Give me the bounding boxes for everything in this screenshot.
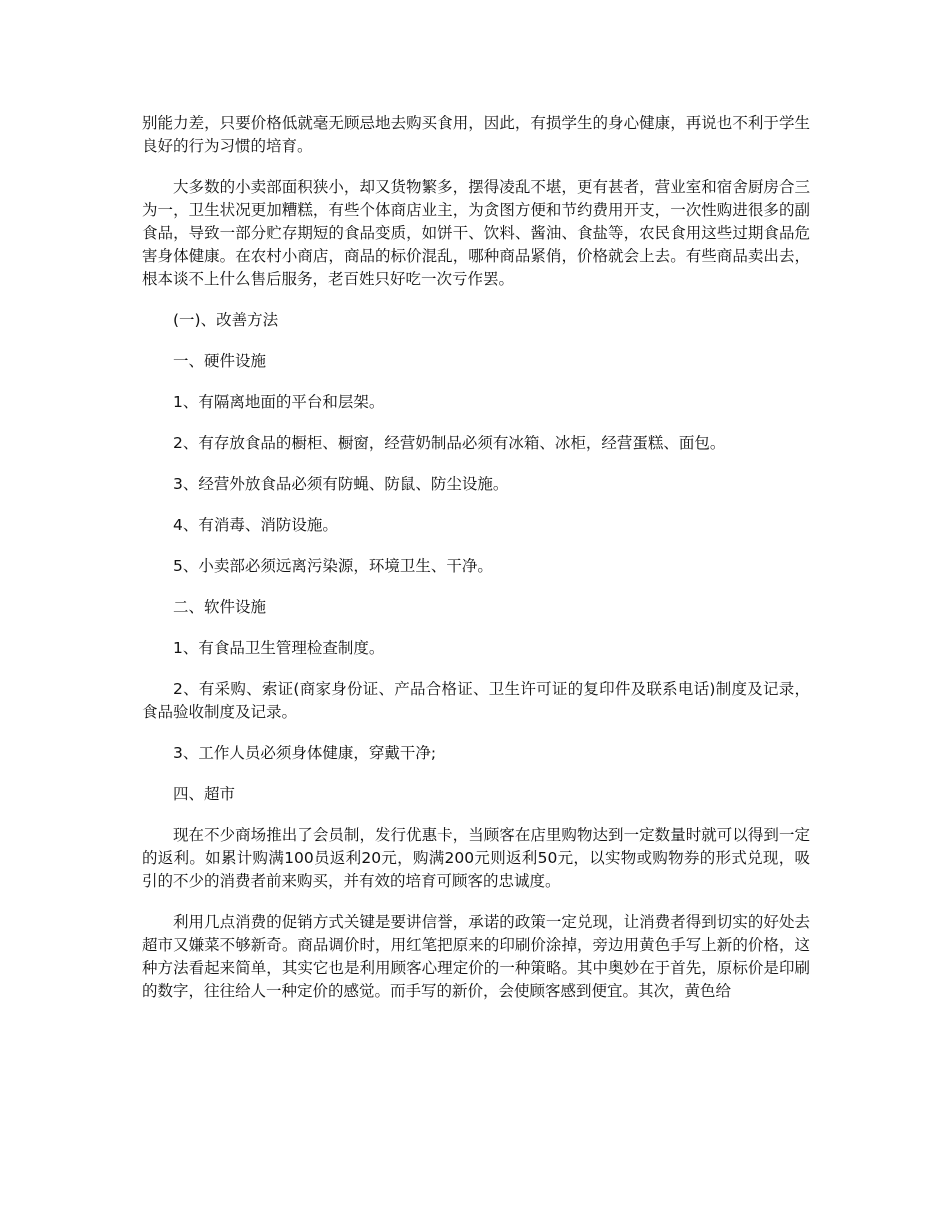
- list-item-hardware-3: 3、经营外放食品必须有防蝇、防鼠、防尘设施。: [173, 475, 509, 493]
- list-item-hardware-1: 1、有隔离地面的平台和层架。: [173, 393, 385, 411]
- subheading-supermarket: 四、超市: [173, 785, 236, 803]
- subheading-software-facilities: 二、软件设施: [173, 598, 267, 616]
- paragraph-2: 大多数的小卖部面积狭小，却又货物繁多，摆得凌乱不堪，更有甚者，营业室和宿舍厨房合三为一，卫生状况更加糟糕，有些个体商店业主，为贪图方便和节约费用开支，一次性购进很多的副食品，导致一部分贮存期短的食品变质，如饼干、饮料、酱油、食盐等，农民食用这些过期食品危害身体健康。在农村小商店，商品的标价混乱，哪种商品紧俏，价格就会上去。有些商品卖出去，根本谈不上什么售后服务，老百姓只好吃一次亏作罢。: [142, 178, 810, 288]
- list-item-software-1: 1、有食品卫生管理检查制度。: [173, 639, 385, 657]
- list-item-hardware-4: 4、有消毒、消防设施。: [173, 516, 338, 534]
- subheading-hardware-facilities: 一、硬件设施: [173, 352, 267, 370]
- list-item-software-3: 3、工作人员必须身体健康，穿戴干净;: [173, 744, 437, 762]
- list-item-hardware-2: 2、有存放食品的橱柜、橱窗，经营奶制品必须有冰箱、冰柜，经营蛋糕、面包。: [173, 434, 726, 452]
- document-page: [142, 112, 810, 1021]
- section-heading-improvement-methods: (一)、改善方法: [173, 311, 279, 329]
- paragraph-promotion: 利用几点消费的促销方式关键是要讲信誉，承诺的政策一定兑现，让消费者得到切实的好处去超市又嫌菜不够新奇。商品调价时，用红笔把原来的印刷价涂掉，旁边用黄色手写上新的价格，这种方法看起来简单，其实它也是利用顾客心理定价的一种策略。其中奥妙在于首先，原标价是印刷的数字，往往给人一种定价的感觉。而手写的新价，会使顾客感到便宜。其次，黄色给: [142, 913, 810, 1000]
- list-item-hardware-5: 5、小卖部必须远离污染源，环境卫生、干净。: [173, 557, 493, 575]
- list-item-software-2: 2、有采购、索证(商家身份证、产品合格证、卫生许可证的复印件及联系电话)制度及记录，食品验收制度及记录。: [142, 680, 810, 721]
- paragraph-membership: 现在不少商场推出了会员制，发行优惠卡，当顾客在店里购物达到一定数量时就可以得到一定的返利。如累计购满100员返利20元，购满200元则返利50元，以实物或购物券的形式兑现，吸引的不少的消费者前来购买，并有效的培育可顾客的忠诚度。: [142, 826, 810, 890]
- paragraph-1: 别能力差，只要价格低就毫无顾忌地去购买食用，因此，有损学生的身心健康，再说也不利于学生良好的行为习惯的培育。: [142, 114, 810, 155]
